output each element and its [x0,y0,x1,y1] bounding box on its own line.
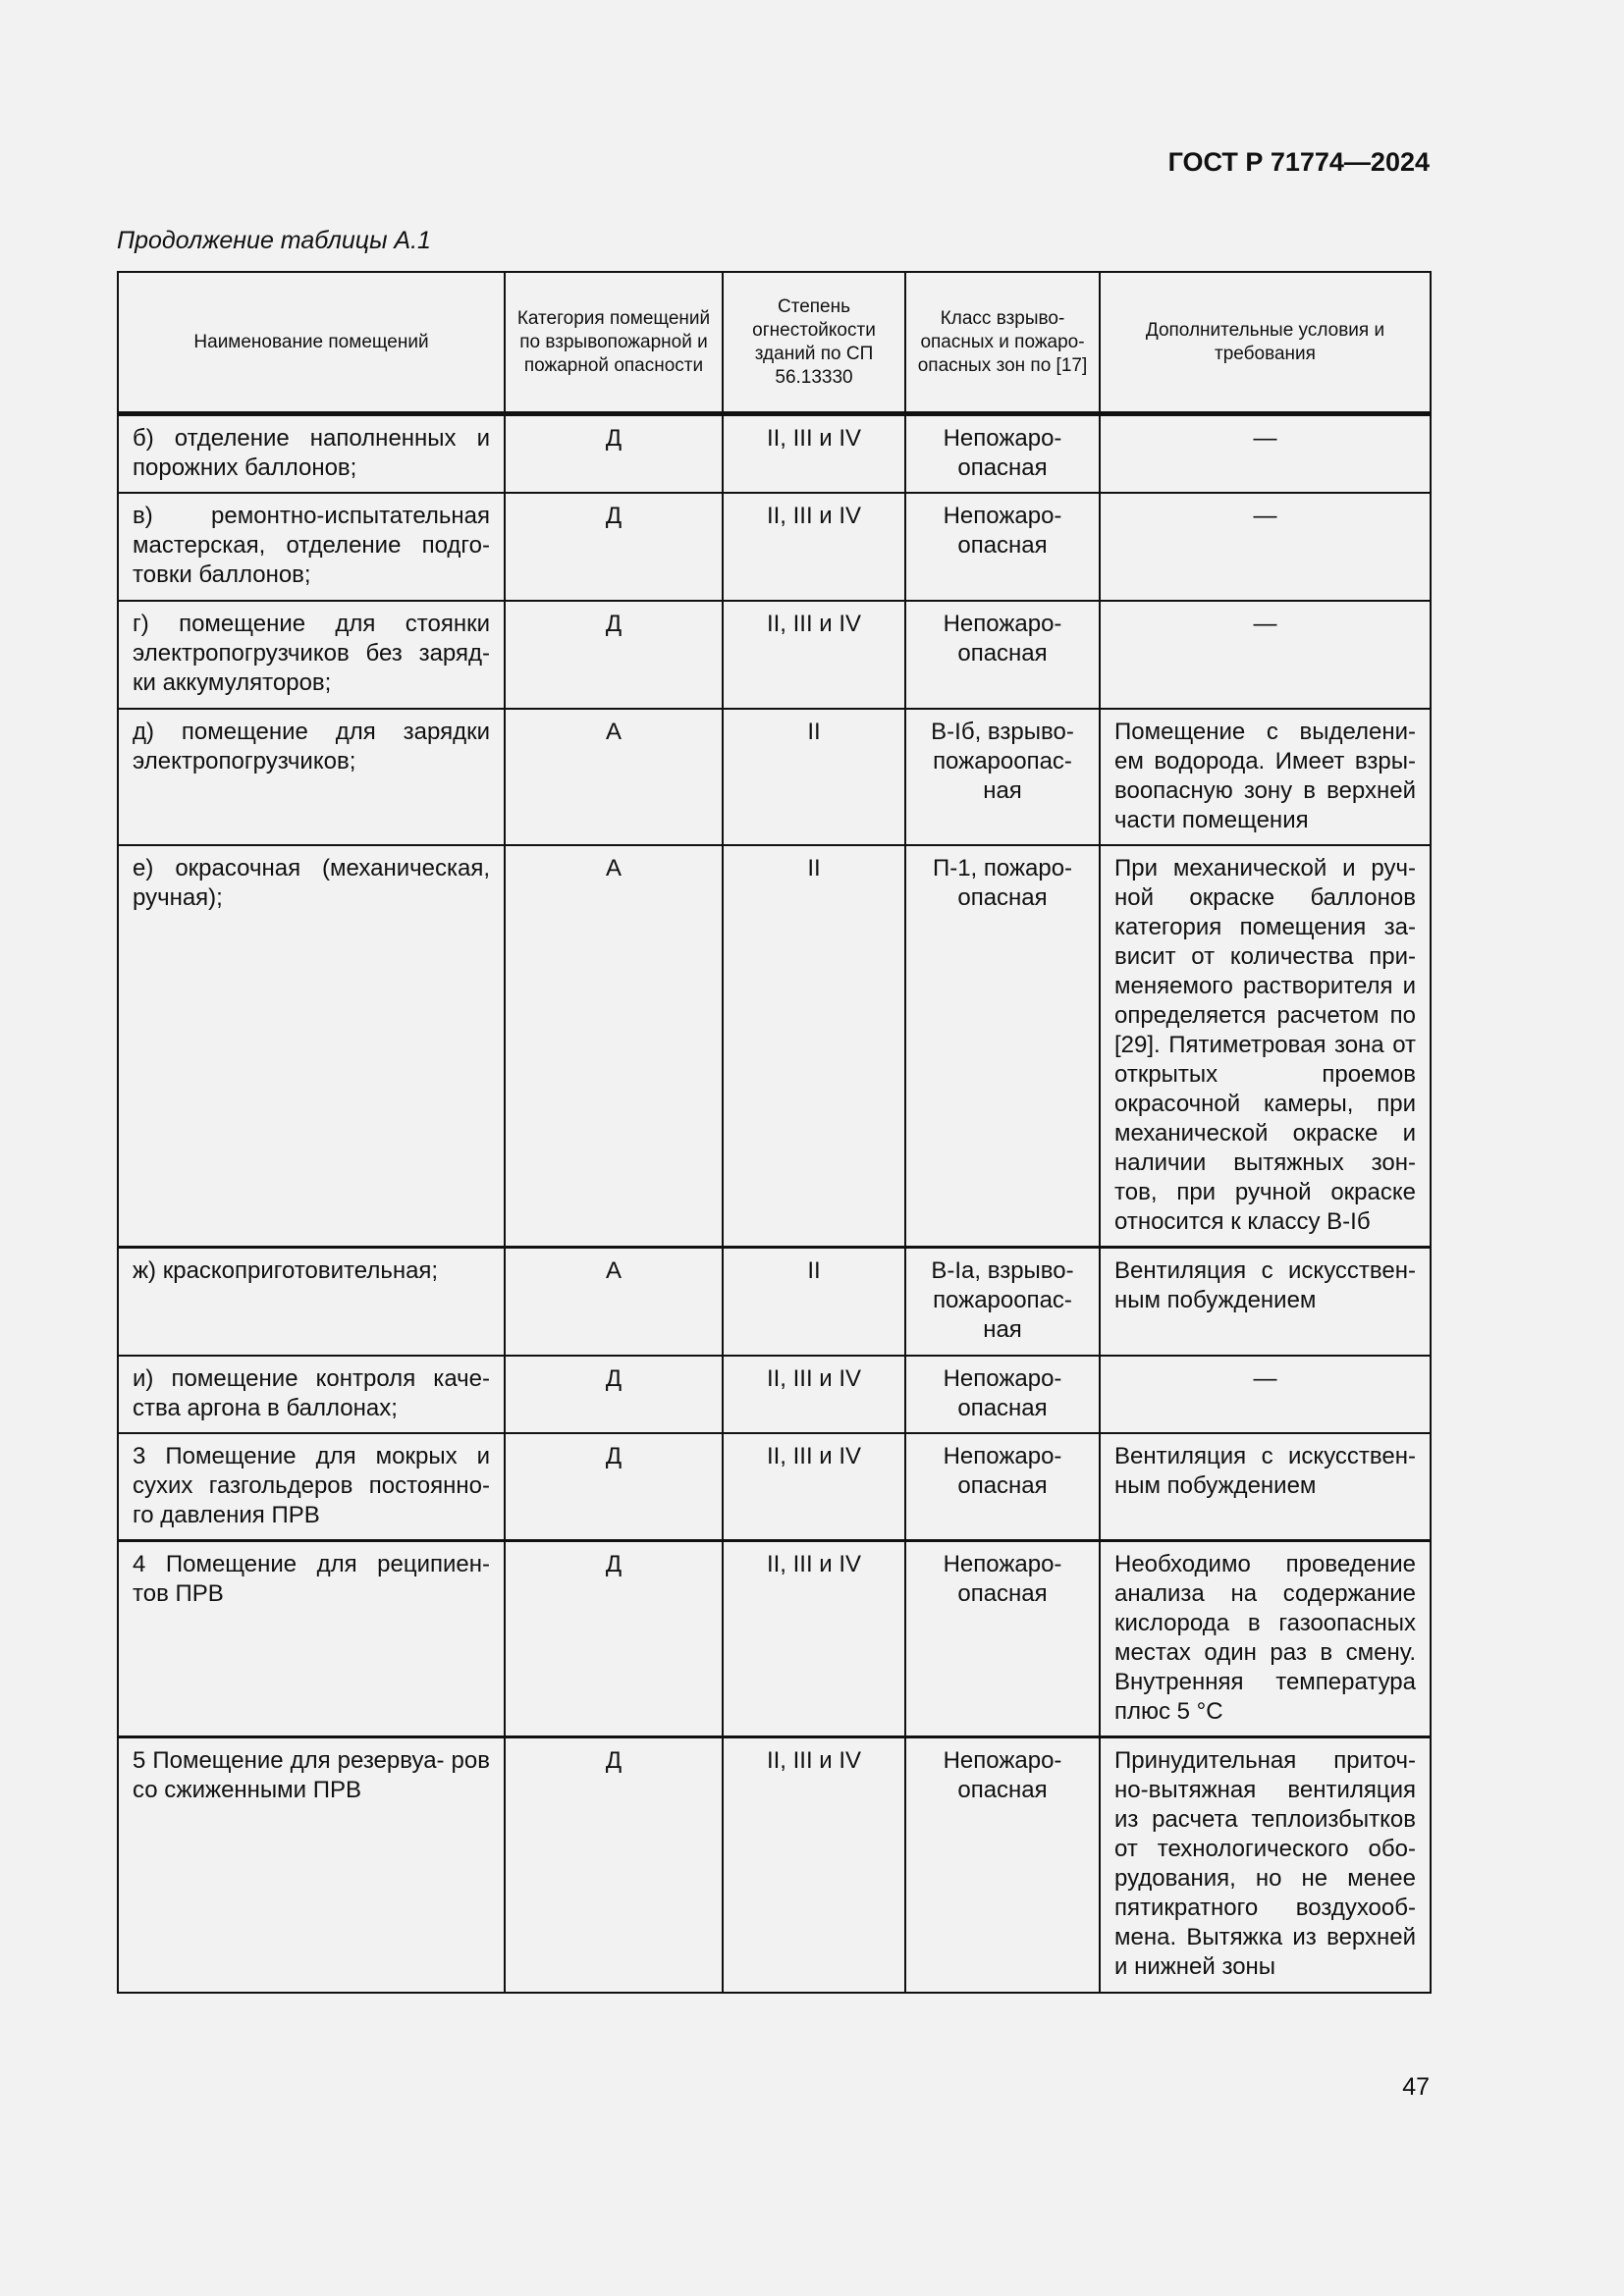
cell-category: Д [505,1356,723,1433]
cell-room-name: в) ремонтно-испытательная мастерская, отделение подго- товки баллонов; [118,493,505,601]
cell-fire-resistance: II, III и IV [723,1356,905,1433]
cell-conditions: Необходимо проведение анализа на содержание кислорода в газоопасных местах один раз в смену. Внутренняя температура плюс 5 °С [1100,1541,1431,1737]
cell-room-name: г) помещение для стоянки электропогрузчиков без заряд- ки аккумуляторов; [118,601,505,709]
cell-zone-class: В-Iб, взрыво- пожароопас- ная [905,709,1100,845]
cell-zone-class: П-1, пожаро- опасная [905,845,1100,1248]
cell-conditions: При механической и руч- ной окраске баллонов категория помещения за- висит от количества при- меняемого растворителя и определяется расчетом по [29]. Пятиметровая зона от открытых проемов окрасочной камеры, при механической окраске и наличии вытяжных зон- тов, при ручной окраске относится к классу В-Iб [1100,845,1431,1248]
cell-conditions: Помещение с выделени- ем водорода. Имеет взры- воопасную зону в верхней части помещения [1100,709,1431,845]
document-code: ГОСТ Р 71774—2024 [1167,147,1430,177]
cell-category: Д [505,601,723,709]
table-row [118,709,1431,845]
header-fire-resistance: Степень огнестойкости зданий по СП 56.13330 [723,272,905,414]
cell-fire-resistance: II, III и IV [723,1541,905,1737]
table-row [118,1737,1431,1993]
cell-room-name: е) окрасочная (механическая, ручная); [118,845,505,1248]
cell-zone-class: Непожаро- опасная [905,493,1100,601]
cell-room-name: 3 Помещение для мокрых и сухих газгольдеров постоянно- го давления ПРВ [118,1433,505,1541]
cell-category: Д [505,1737,723,1993]
cell-category: Д [505,493,723,601]
table-caption: Продолжение таблицы А.1 [117,227,431,254]
cell-room-name: б) отделение наполненных и порожних баллонов; [118,414,505,493]
cell-category: А [505,1248,723,1356]
cell-room-name: 4 Помещение для реципиен- тов ПРВ [118,1541,505,1737]
cell-conditions: — [1100,601,1431,709]
cell-fire-resistance: II, III и IV [723,1433,905,1541]
table-row [118,845,1431,1248]
table-row [118,1541,1431,1737]
table-row [118,414,1431,493]
table-row [118,601,1431,709]
cell-zone-class: Непожаро- опасная [905,1433,1100,1541]
cell-room-name: д) помещение для зарядки электропогрузчиков; [118,709,505,845]
cell-conditions: Вентиляция с искусствен- ным побуждением [1100,1433,1431,1541]
header-zone-class: Класс взрыво- опасных и пожаро- опасных зон по [17] [905,272,1100,414]
table-row [118,1433,1431,1541]
cell-category: А [505,709,723,845]
header-room-name: Наименование помещений [118,272,505,414]
cell-zone-class: Непожаро- опасная [905,1541,1100,1737]
rooms-table [117,271,1432,1994]
cell-category: Д [505,1433,723,1541]
cell-fire-resistance: II [723,1248,905,1356]
cell-fire-resistance: II, III и IV [723,601,905,709]
cell-conditions: Вентиляция с искусствен- ным побуждением [1100,1248,1431,1356]
cell-room-name: 5 Помещение для резервуа- ров со сжиженными ПРВ [118,1737,505,1993]
cell-zone-class: Непожаро- опасная [905,414,1100,493]
table-row [118,1248,1431,1356]
cell-category: А [505,845,723,1248]
table-header-row [118,272,1431,414]
cell-conditions: — [1100,414,1431,493]
cell-fire-resistance: II, III и IV [723,414,905,493]
cell-fire-resistance: II [723,709,905,845]
cell-category: Д [505,1541,723,1737]
cell-conditions: — [1100,493,1431,601]
cell-room-name: и) помещение контроля каче- ства аргона в баллонах; [118,1356,505,1433]
cell-fire-resistance: II, III и IV [723,493,905,601]
cell-conditions: Принудительная приточ- но-вытяжная вентиляция из расчета теплоизбытков от технологического обо- рудования, но не менее пятикратного воздухооб- мена. Вытяжка из верхней и нижней зоны [1100,1737,1431,1993]
table-row [118,493,1431,601]
header-conditions: Дополнительные условия и требования [1100,272,1431,414]
cell-zone-class: В-Iа, взрыво- пожароопас- ная [905,1248,1100,1356]
cell-zone-class: Непожаро- опасная [905,601,1100,709]
cell-fire-resistance: II, III и IV [723,1737,905,1993]
cell-fire-resistance: II [723,845,905,1248]
cell-conditions: — [1100,1356,1431,1433]
header-category: Категория помещений по взрывопожарной и пожарной опасности [505,272,723,414]
cell-zone-class: Непожаро- опасная [905,1356,1100,1433]
page-number: 47 [1402,2073,1430,2101]
cell-category: Д [505,414,723,493]
cell-zone-class: Непожаро- опасная [905,1737,1100,1993]
cell-room-name: ж) краскоприготовительная; [118,1248,505,1356]
table-row [118,1356,1431,1433]
